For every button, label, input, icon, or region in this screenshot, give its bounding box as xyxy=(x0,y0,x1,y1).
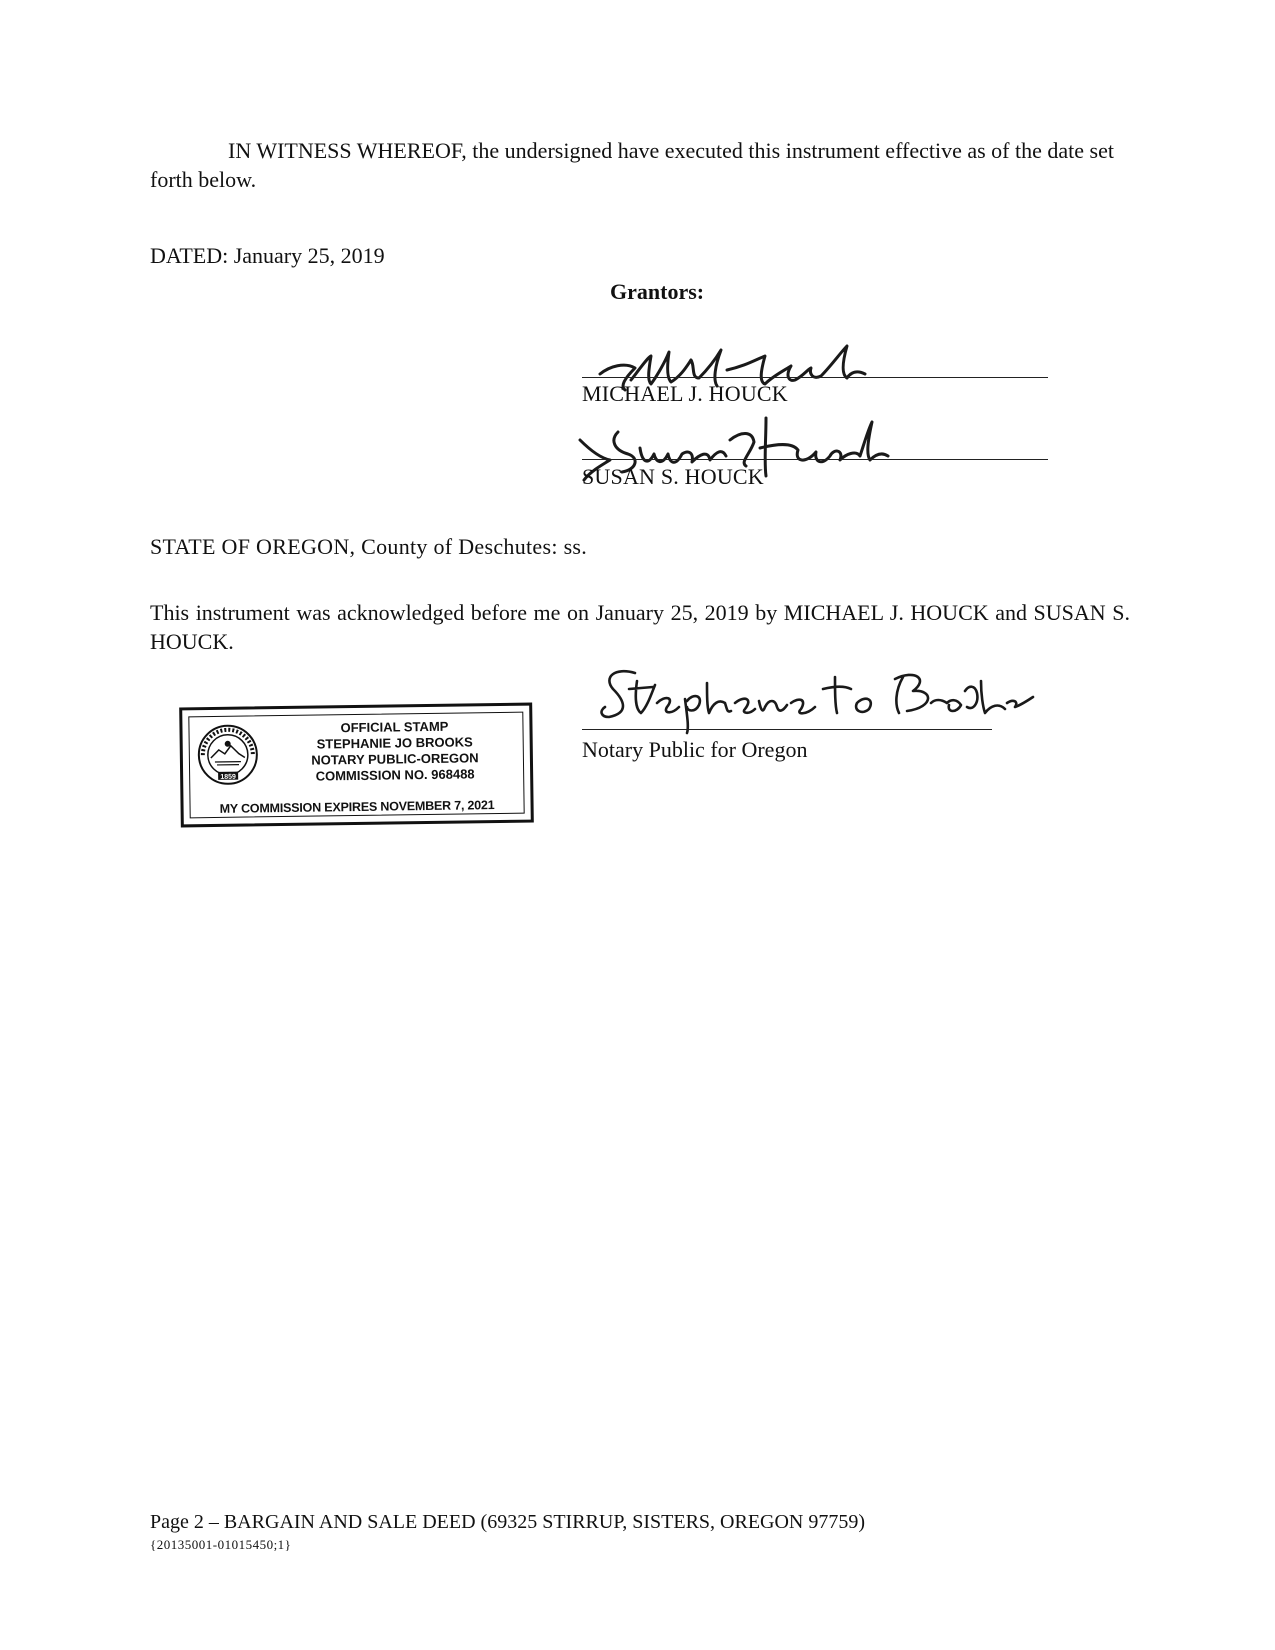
stamp-title: OFFICIAL STAMP xyxy=(340,718,449,736)
grantor-name-michael: MICHAEL J. HOUCK xyxy=(582,381,788,406)
notary-title: Notary Public for Oregon xyxy=(582,737,808,762)
grantor-name-susan: SUSAN S. HOUCK xyxy=(582,464,764,489)
notary-signature xyxy=(595,655,1035,735)
state-seal-icon xyxy=(196,723,259,786)
footer-page-line: Page 2 – BARGAIN AND SALE DEED (69325 STIRRUP, SISTERS, OREGON 97759) xyxy=(150,1511,866,1533)
acknowledgment-paragraph: This instrument was acknowledged before me on January 25, 2019 by MICHAEL J. HOUCK and SUSAN S. HOUCK. xyxy=(150,600,1130,654)
grantors-label: Grantors: xyxy=(610,279,705,304)
stamp-notary-name: STEPHANIE JO BROOKS xyxy=(316,734,473,752)
notary-stamp xyxy=(179,703,534,828)
witness-paragraph: IN WITNESS WHEREOF, the undersigned have executed this instrument effective as of the date set forth below. xyxy=(150,138,1114,192)
footer-document-code: {20135001-01015450;1} xyxy=(150,1537,292,1552)
stamp-commission-no: COMMISSION NO. 968488 xyxy=(315,766,475,784)
stamp-notary-public: NOTARY PUBLIC-OREGON xyxy=(311,750,479,768)
seal-year: 1859 xyxy=(220,773,236,781)
stamp-expiration: MY COMMISSION EXPIRES NOVEMBER 7, 2021 xyxy=(219,798,495,816)
dated-line: DATED: January 25, 2019 xyxy=(150,243,385,268)
state-county-line: STATE OF OREGON, County of Deschutes: ss. xyxy=(150,534,588,559)
